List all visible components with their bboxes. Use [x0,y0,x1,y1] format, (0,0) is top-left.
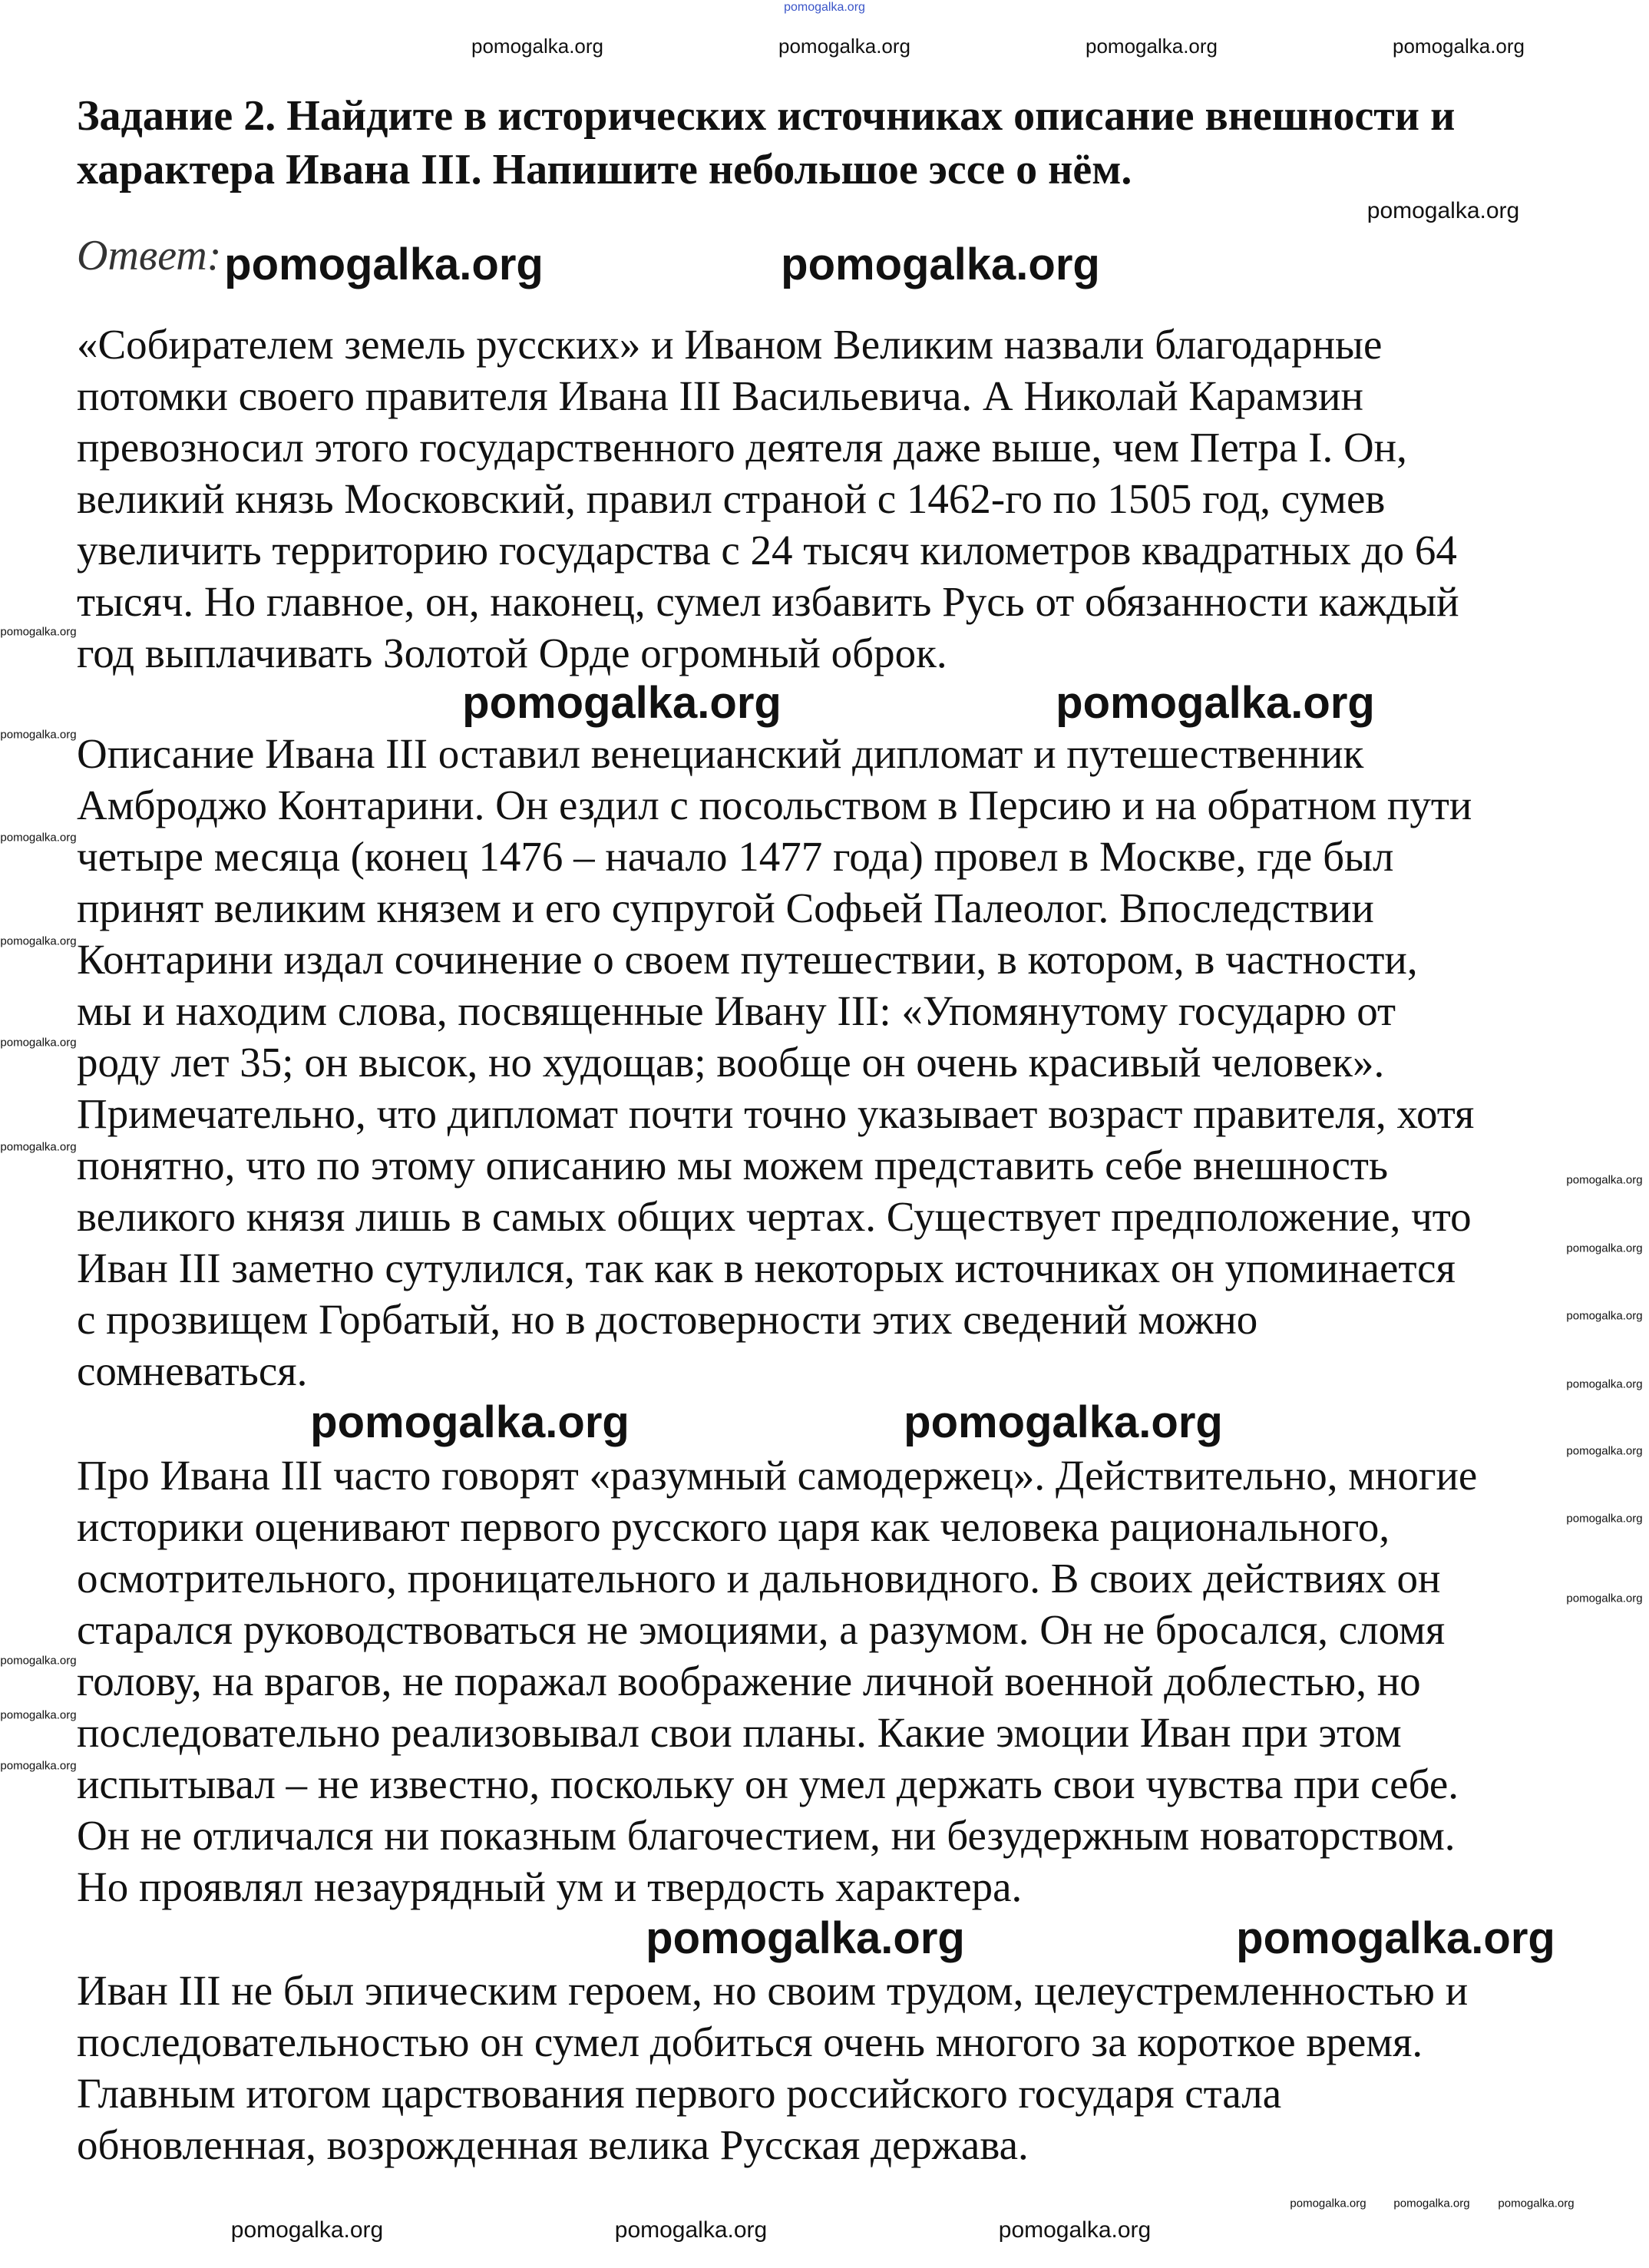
text-line: голову, на врагов, не поражал воображение личной военной доблестью, но [77,1658,1421,1704]
watermark: pomogalka.org [781,240,1100,289]
text-line: Про Ивана III часто говорят «разумный самодержец». Действительно, многие [77,1452,1478,1499]
text-line: год выплачивать Золотой Орде огромный оброк. [77,630,947,676]
watermark: pomogalka.org [784,1,865,14]
text-line: потомки своего правителя Ивана III Васильевича. А Николай Карамзин [77,372,1363,419]
watermark: pomogalka.org [230,2217,384,2243]
watermark: pomogalka.org [1566,1444,1643,1458]
watermark: pomogalka.org [1366,198,1520,223]
watermark: pomogalka.org [1566,1173,1643,1187]
watermark: pomogalka.org [1236,1913,1555,1963]
text-line: Амброджо Контарини. Он ездил с посольством в Персию и на обратном пути [77,782,1472,828]
text-line: принят великим князем и его супругой Софьей Палеолог. Впоследствии [77,884,1374,931]
text-line: испытывал – не известно, поскольку он умел держать свои чувства при себе. [77,1761,1459,1807]
watermark: pomogalka.org [0,1708,77,1722]
watermark: pomogalka.org [0,1654,77,1668]
text-line: сомневаться. [77,1347,308,1394]
watermark: pomogalka.org [1056,678,1375,728]
paragraph-2 [77,728,1474,1397]
text-line: Описание Ивана III оставил венецианский дипломат и путешественник [77,730,1364,777]
text-line: Главным итогом царствования первого российского государя стала [77,2070,1282,2117]
text-line: мы и находим слова, посвященные Ивану III: «Упомянутому государю от [77,987,1396,1034]
watermark: pomogalka.org [0,728,77,742]
text-line: Контарини издал сочинение о своем путешествии, в котором, в частности, [77,936,1418,983]
text-line: увеличить территорию государства с 24 тысяч километров квадратных до 64 [77,527,1457,574]
watermark: pomogalka.org [1086,35,1218,58]
watermark: pomogalka.org [0,831,77,845]
answer-label: Ответ: [77,232,222,279]
watermark: pomogalka.org [1566,1241,1643,1255]
text-line: превозносил этого государственного деятеля даже выше, чем Петра I. Он, [77,424,1407,471]
text-line: Но проявлял незаурядный ум и твердость характера. [77,1863,1023,1910]
text-line: роду лет 35; он высок, но худощав; вообще он очень красивый человек». [77,1039,1385,1086]
text-line: старался руководствоваться не эмоциями, а разумом. Он не бросался, сломя [77,1606,1446,1653]
text-line: Иван III не был эпическим героем, но своим трудом, целеустремленностью и [77,1967,1469,2014]
watermark: pomogalka.org [1393,35,1525,58]
task-title-line: Задание 2. Найдите в исторических источниках описание внешности и [77,92,1456,140]
watermark: pomogalka.org [0,1759,77,1773]
watermark: pomogalka.org [778,35,910,58]
text-line: четыре месяца (конец 1476 – начало 1477 года) провел в Москве, где был [77,833,1394,880]
watermark: pomogalka.org [0,625,77,639]
watermark: pomogalka.org [1566,1592,1643,1605]
watermark: pomogalka.org [1290,2197,1366,2210]
watermark: pomogalka.org [1566,1309,1643,1323]
watermark: pomogalka.org [998,2217,1152,2243]
watermark: pomogalka.org [904,1397,1223,1447]
text-line: историки оценивают первого русского царя как человека рационального, [77,1503,1390,1550]
text-line: «Собирателем земель русских» и Иваном Великим назвали благодарные [77,321,1383,368]
paragraph-3 [77,1450,1477,1913]
task-title [77,89,1455,197]
text-line: Примечательно, что дипломат почти точно указывает возраст правителя, хотя [77,1090,1475,1137]
text-line: осмотрительного, проницательного и дальновидного. В своих действиях он [77,1555,1441,1602]
text-line: великого князя лишь в самых общих чертах. Существует предположение, что [77,1193,1472,1240]
text-line: последовательно реализовывал свои планы. Какие эмоции Иван при этом [77,1709,1402,1756]
text-line: обновленная, возрожденная велика Русская держава. [77,2121,1029,2168]
text-line: Он не отличался ни показным благочестием, ни безудержным новаторством. [77,1812,1456,1859]
text-line: понятно, что по этому описанию мы можем представить себе внешность [77,1142,1389,1189]
watermark: pomogalka.org [462,678,782,728]
text-line: последовательностью он сумел добиться очень многого за короткое время. [77,2018,1423,2065]
watermark: pomogalka.org [0,934,77,948]
text-line: тысяч. Но главное, он, наконец, сумел избавить Русь от обязанности каждый [77,578,1459,625]
watermark: pomogalka.org [646,1913,965,1963]
watermark: pomogalka.org [0,1140,77,1154]
watermark: pomogalka.org [224,240,544,289]
watermark: pomogalka.org [1566,1377,1643,1391]
watermark: pomogalka.org [1566,1512,1643,1526]
paragraph-1 [77,319,1459,679]
watermark: pomogalka.org [471,35,603,58]
watermark: pomogalka.org [1498,2197,1575,2210]
paragraph-4 [77,1965,1468,2170]
text-line: с прозвищем Горбатый, но в достоверности этих сведений можно [77,1296,1258,1343]
watermark: pomogalka.org [1393,2197,1470,2210]
watermark: pomogalka.org [614,2217,768,2243]
watermark: pomogalka.org [0,1036,77,1050]
task-title-line: характера Ивана III. Напишите небольшое эссе о нём. [77,146,1132,193]
text-line: Иван III заметно сутулился, так как в некоторых источниках он упоминается [77,1245,1456,1291]
text-line: великий князь Московский, правил страной с 1462-го по 1505 год, сумев [77,475,1386,522]
watermark: pomogalka.org [310,1397,630,1447]
